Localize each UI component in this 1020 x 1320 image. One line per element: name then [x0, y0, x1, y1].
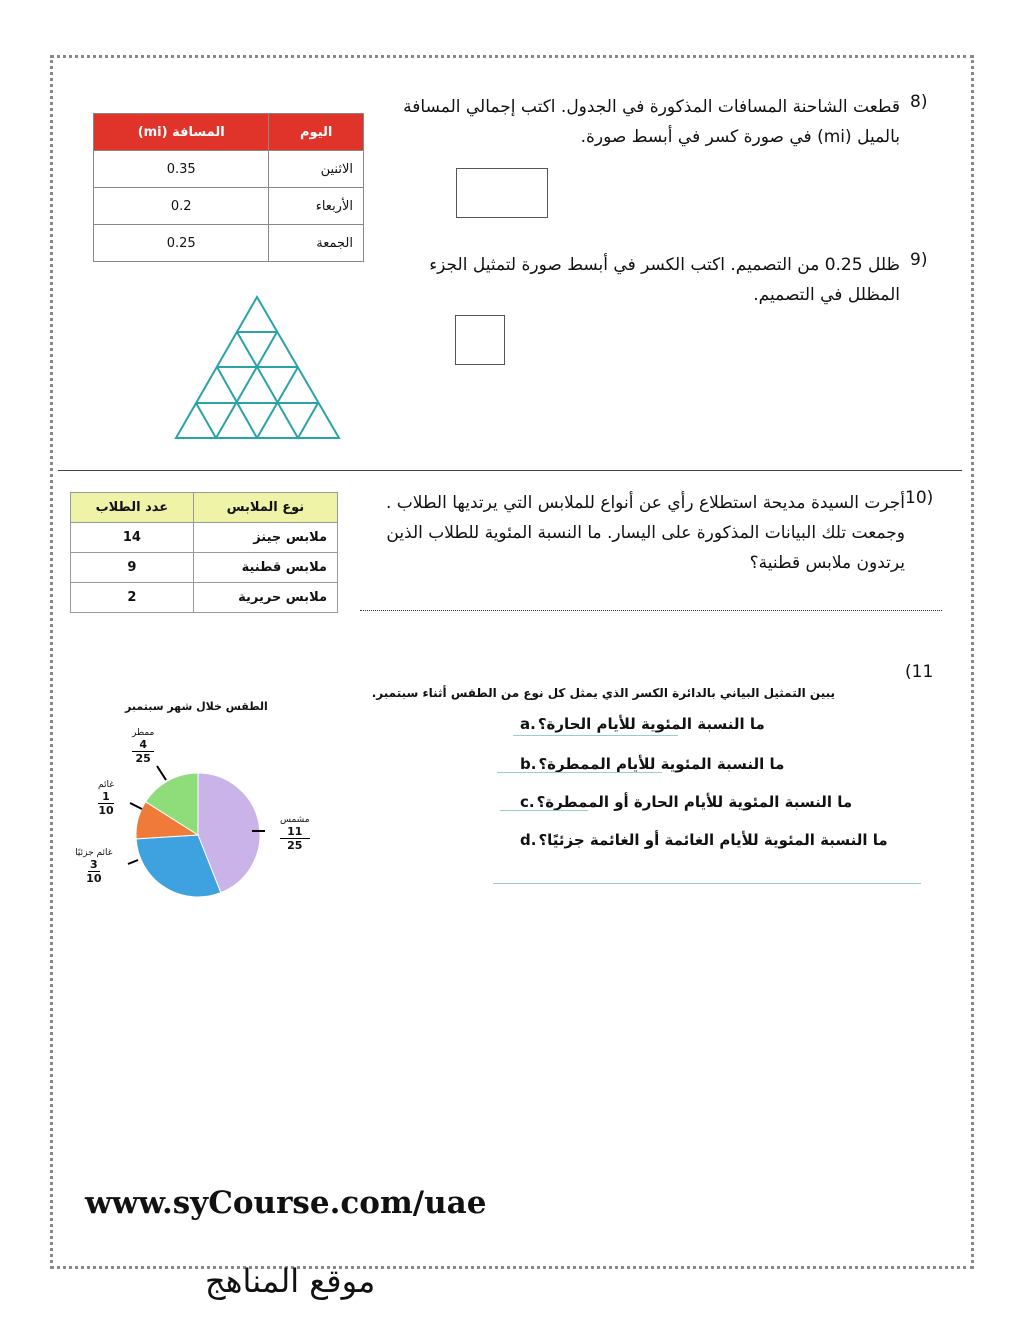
answer-line-d[interactable]: [493, 883, 921, 884]
cell: 0.35: [94, 151, 269, 188]
q10-answer-line[interactable]: [360, 610, 942, 611]
slice-label-sunny: مشمس 11 25: [280, 815, 310, 852]
answer-line-a[interactable]: [513, 735, 678, 736]
chart-title: الطقس خلال شهر سبتمبر: [125, 700, 268, 713]
slice-label-cloudy: غائم 1 10: [98, 780, 114, 817]
q8-text: قطعت الشاحنة المسافات المذكورة في الجدول. اكتب إجمالي المسافة بالميل (mi) في صورة كسر في أبسط صورة.: [403, 97, 900, 147]
q11-item-d: .d ما النسبة المئوية للأيام الغائمة أو الغائمة جزئيًا؟: [520, 831, 888, 849]
cell: ملابس جينز: [193, 523, 337, 553]
cell: الجمعة: [269, 225, 364, 262]
q11-item-c: .c ما النسبة المئوية للأيام الحارة أو الممطرة؟: [520, 793, 853, 811]
cell: الاثنين: [269, 151, 364, 188]
q8-number: 8): [910, 92, 928, 112]
slice-label-partly-cloudy: غائم جزئيًا 3 10: [75, 848, 113, 885]
q10-text: أجرت السيدة مديحة استطلاع رأي عن أنواع للملابس التي يرتديها الطلاب . وجمعت تلك البيانات المذكورة على اليسار. ما النسبة المئوية للطلاب الذين يرتدون ملابس قطنية؟: [386, 493, 905, 573]
cell: 14: [71, 523, 194, 553]
footer-site-name: موقع المناهج: [205, 1262, 376, 1300]
q11-intro: يبين التمثيل البياني بالدائرة الكسر الذي يمثل كل نوع من الطقس أثناء سبتمبر.: [371, 686, 835, 700]
header-day: اليوم: [269, 114, 364, 151]
cell: 2: [71, 583, 194, 613]
header-distance: المسافة (mi): [94, 114, 269, 151]
q9-text: ظلل 0.25 من التصميم. اكتب الكسر في أبسط صورة لتمثيل الجزء المظلل في التصميم.: [429, 255, 900, 305]
answer-line-c[interactable]: [500, 810, 588, 811]
divider: [58, 470, 962, 471]
cell: الأربعاء: [269, 188, 364, 225]
cell: ملابس قطنية: [193, 553, 337, 583]
cell: ملابس حريرية: [193, 583, 337, 613]
cell: 9: [71, 553, 194, 583]
header-count: عدد الطلاب: [71, 493, 194, 523]
q9-answer-box[interactable]: [455, 315, 505, 365]
q11-item-a: .a ما النسبة المئوية للأيام الحارة؟: [520, 715, 765, 733]
distance-table: [93, 113, 364, 262]
q11-item-b: .b ما النسبة المئوية للأيام الممطرة؟: [520, 755, 785, 773]
cell: 0.2: [94, 188, 269, 225]
clothes-table: [70, 492, 338, 613]
q9-number: 9): [910, 250, 928, 270]
triangle-design[interactable]: [170, 290, 346, 445]
cell: 0.25: [94, 225, 269, 262]
slice-label-rain: ممطر 4 25: [132, 728, 155, 765]
q10-number: 10): [905, 488, 934, 508]
footer-url[interactable]: www.syCourse.com/uae: [85, 1185, 487, 1221]
header-type: نوع الملابس: [193, 493, 337, 523]
answer-line-b[interactable]: [497, 772, 662, 773]
q8-answer-box[interactable]: [456, 168, 548, 218]
q11-number: (11: [905, 662, 934, 682]
